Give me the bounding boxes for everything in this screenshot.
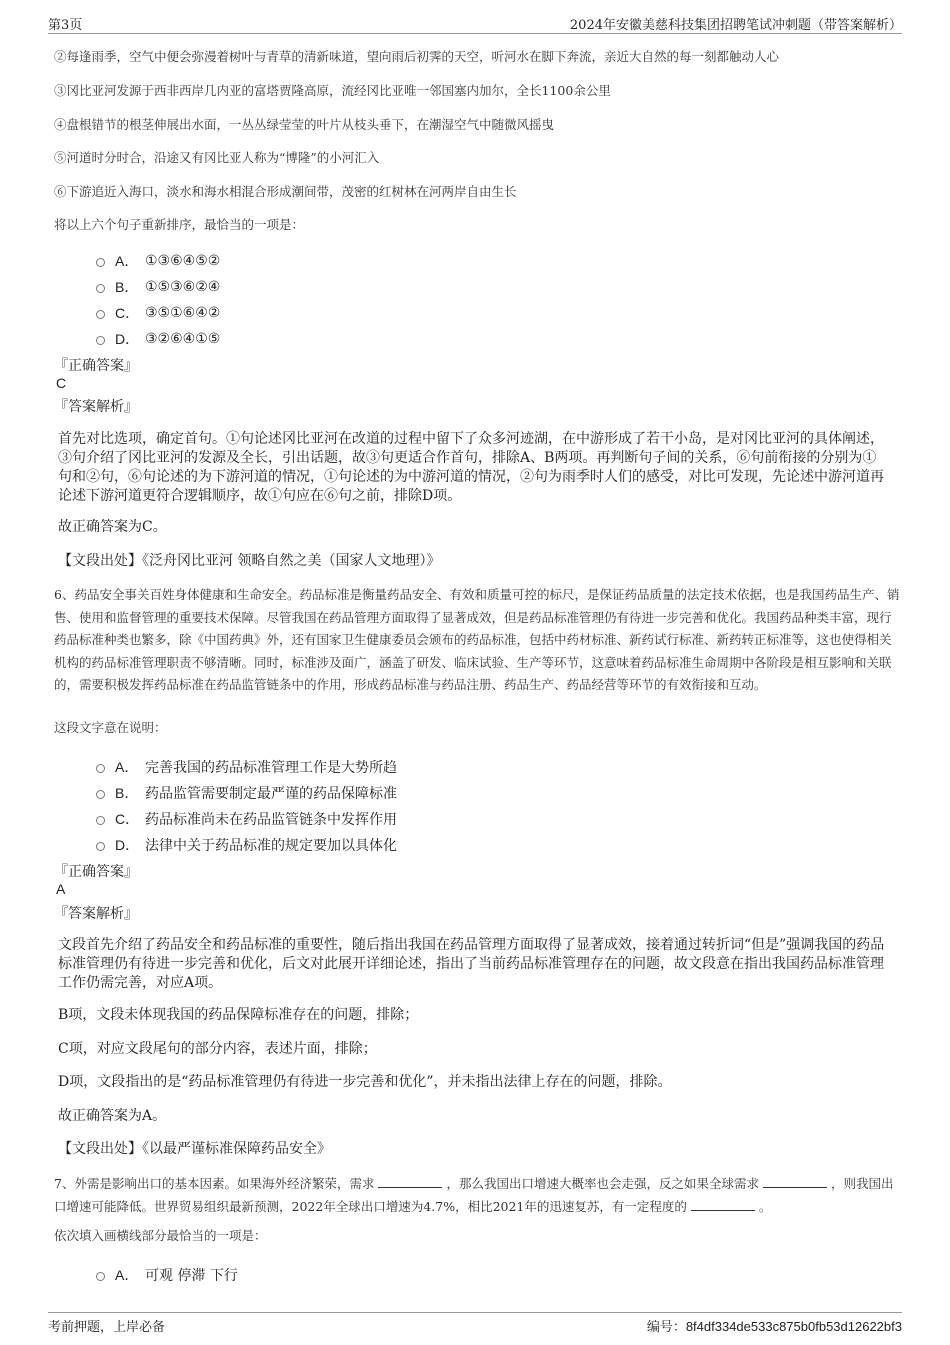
option-text: 药品监管需要制定最严谨的药品保障标准 (145, 786, 397, 802)
radio-icon[interactable] (96, 842, 105, 851)
sentence-4: ④盘根错节的根茎伸展出水面，一丛丛绿莹莹的叶片从枝头垂下，在潮湿空气中随微风摇曳 (54, 117, 555, 132)
document-id: 编号：8f4df334de533c875b0fb53d12622bf3 (646, 1319, 902, 1334)
q6-option-c[interactable] (96, 809, 397, 829)
q7-passage-part: ，那么我国出口增速大概率也会走强，反之如果全球需求 (446, 1176, 759, 1191)
option-letter: B． (115, 279, 139, 295)
option-text: ③⑤①⑥④② (145, 305, 221, 321)
q5-answer-label: 『正确答案』 (54, 358, 138, 374)
option-text: 可观 停滞 下行 (145, 1268, 238, 1284)
sentence-2: ②每逢雨季，空气中便会弥漫着树叶与青草的清新味道，望向雨后初霁的天空，听河水在脚下奔流，亲近大自然的每一刻都触动人心 (54, 49, 780, 64)
q5-source: 【文段出处】《泛舟冈比亚河 领略自然之美（国家人文地理）》 (58, 553, 441, 569)
q5-option-c[interactable] (96, 303, 220, 323)
option-letter: C． (115, 305, 140, 321)
q6-analysis-b: B项，文段未体现我国的药品保障标准存在的问题，排除； (58, 1007, 419, 1023)
q7-passage-part: 。 (758, 1198, 772, 1214)
footer-slogan: 考前押题，上岸必备 (48, 1320, 166, 1335)
sentence-3: ③冈比亚河发源于西非西岸几内亚的富塔贾隆高原，流经冈比亚唯一邻国塞内加尔，全长1100余公里 (54, 83, 611, 98)
option-letter: D． (115, 331, 140, 347)
q5-analysis-label: 『答案解析』 (54, 399, 138, 415)
q7-passage (54, 1173, 902, 1218)
q7-passage-part: 7、外需是影响出口的基本因素。如果海外经济繁荣，需求 (54, 1176, 375, 1191)
q5-option-a[interactable] (96, 251, 220, 271)
radio-icon[interactable] (96, 816, 105, 825)
q6-prompt: 这段文字意在说明： (54, 720, 167, 735)
q5-option-d[interactable] (96, 329, 220, 349)
radio-icon[interactable] (96, 284, 105, 293)
blank-line-3[interactable] (691, 1199, 755, 1211)
q6-passage: 6、药品安全事关百姓身体健康和生命安全。药品标准是衡量药品安全、有效和质量可控的标尺，是保证药品质量的法定技术依据，也是我国药品生产、销售、使用和监督管理的重要技术保障。尽管我国在药品管理方面取得了显著成效，但是药品标准管理仍有待进一步完善和优化。我国药品种类丰富，现行药品标准种类也繁多，除《中国药典》外，还有国家卫生健康委员会颁布的药品标准，包括中药材标准、新药试行标准、新药转正标准等，这也使得相关机构的药品标准管理职责不够清晰。同时，标准涉及面广，涵盖了研发、临床试验、生产等环节，这意味着药品标准生命周期中各阶段是相互影响和关联的，需要积极发挥药品标准在药品监管链条中的作用，形成药品标准与药品注册、药品生产、药品经营等环节的有效衔接和互动。 (54, 587, 900, 692)
page-header (48, 14, 902, 34)
q7-passage-part: ，则我国出口增速可能降低。世界贸易组织最新预测，2022年全球出口增速为4.7%，相比2021年的迅速复苏，有一定程度的 (54, 1176, 894, 1214)
option-text: 药品标准尚未在药品监管链条中发挥作用 (145, 812, 397, 828)
blank-line-2[interactable] (763, 1176, 827, 1188)
page-footer (48, 1312, 902, 1334)
option-text: ①③⑥④⑤② (145, 253, 221, 269)
option-letter: A． (115, 759, 139, 775)
option-letter: D． (115, 837, 140, 853)
radio-icon[interactable] (96, 790, 105, 799)
blank-line-1[interactable] (378, 1176, 442, 1188)
q6-option-a[interactable] (96, 757, 397, 777)
q6-option-b[interactable] (96, 783, 397, 803)
sentence-5: ⑤河道时分时合，沿途又有冈比亚人称为“博隆”的小河汇入 (54, 150, 380, 165)
q6-answer: A (56, 881, 66, 897)
radio-icon[interactable] (96, 310, 105, 319)
q6-source: 【文段出处】《以最严谨标准保障药品安全》 (58, 1141, 331, 1157)
q6-analysis-d: D项，文段指出的是“药品标准管理仍有待进一步完善和优化”，并未指出法律上存在的问题，排除。 (58, 1074, 672, 1090)
q5-prompt: 将以上六个句子重新排序，最恰当的一项是： (54, 217, 305, 232)
radio-icon[interactable] (96, 336, 105, 345)
q7-option-a[interactable] (96, 1265, 238, 1285)
q5-option-b[interactable] (96, 277, 220, 297)
option-text: ③②⑥④①⑤ (145, 331, 221, 347)
option-letter: C． (115, 811, 140, 827)
q6-option-d[interactable] (96, 835, 397, 855)
radio-icon[interactable] (96, 1272, 105, 1281)
q6-analysis: 文段首先介绍了药品安全和药品标准的重要性，随后指出我国在药品管理方面取得了显著成效，接着通过转折词“但是”强调我国的药品标准管理仍有待进一步完善和优化，后文对此展开详细论述，指出了当前药品标准管理存在的问题，故文段意在指出我国药品标准管理工作仍需完善，对应A项。 (58, 937, 885, 991)
q5-conclusion: 故正确答案为C。 (58, 519, 167, 535)
q6-analysis-c: C项，对应文段尾句的部分内容，表述片面，排除； (58, 1041, 377, 1057)
option-letter: A． (115, 253, 139, 269)
q6-answer-label: 『正确答案』 (54, 864, 138, 880)
q6-conclusion: 故正确答案为A。 (58, 1108, 167, 1124)
q5-analysis: 首先对比选项，确定首句。①句论述冈比亚河在改道的过程中留下了众多河迹湖，在中游形成了若干小岛，是对冈比亚河的具体阐述，③句介绍了冈比亚河的发源及全长，引出话题，故③句更适合作首句，排除A、B两项。再判断句子间的关系，⑥句前衔接的分别为①句和②句，⑥句论述的为下游河道的情况，①句论述的为中游河道的情况，②句为雨季时人们的感受，对比可发现，先论述中游河道再论述下游河道更符合逻辑顺序，故①句应在⑥句之前，排除D项。 (58, 431, 884, 504)
q6-analysis-label: 『答案解析』 (54, 906, 138, 922)
radio-icon[interactable] (96, 764, 105, 773)
option-text: 完善我国的药品标准管理工作是大势所趋 (145, 760, 397, 776)
radio-icon[interactable] (96, 258, 105, 267)
option-letter: A． (115, 1267, 139, 1283)
page-number: 第3页 (48, 18, 83, 33)
option-text: ①⑤③⑥②④ (145, 279, 221, 295)
option-text: 法律中关于药品标准的规定要加以具体化 (145, 838, 397, 854)
q7-prompt: 依次填入画横线部分最恰当的一项是： (54, 1228, 267, 1243)
document-title: 2024年安徽美慈科技集团招聘笔试冲刺题（带答案解析） (569, 18, 902, 33)
q5-answer: C (56, 375, 67, 391)
sentence-6: ⑥下游追近入海口，淡水和海水相混合形成潮间带，茂密的红树林在河两岸自由生长 (54, 184, 517, 199)
option-letter: B． (115, 785, 139, 801)
